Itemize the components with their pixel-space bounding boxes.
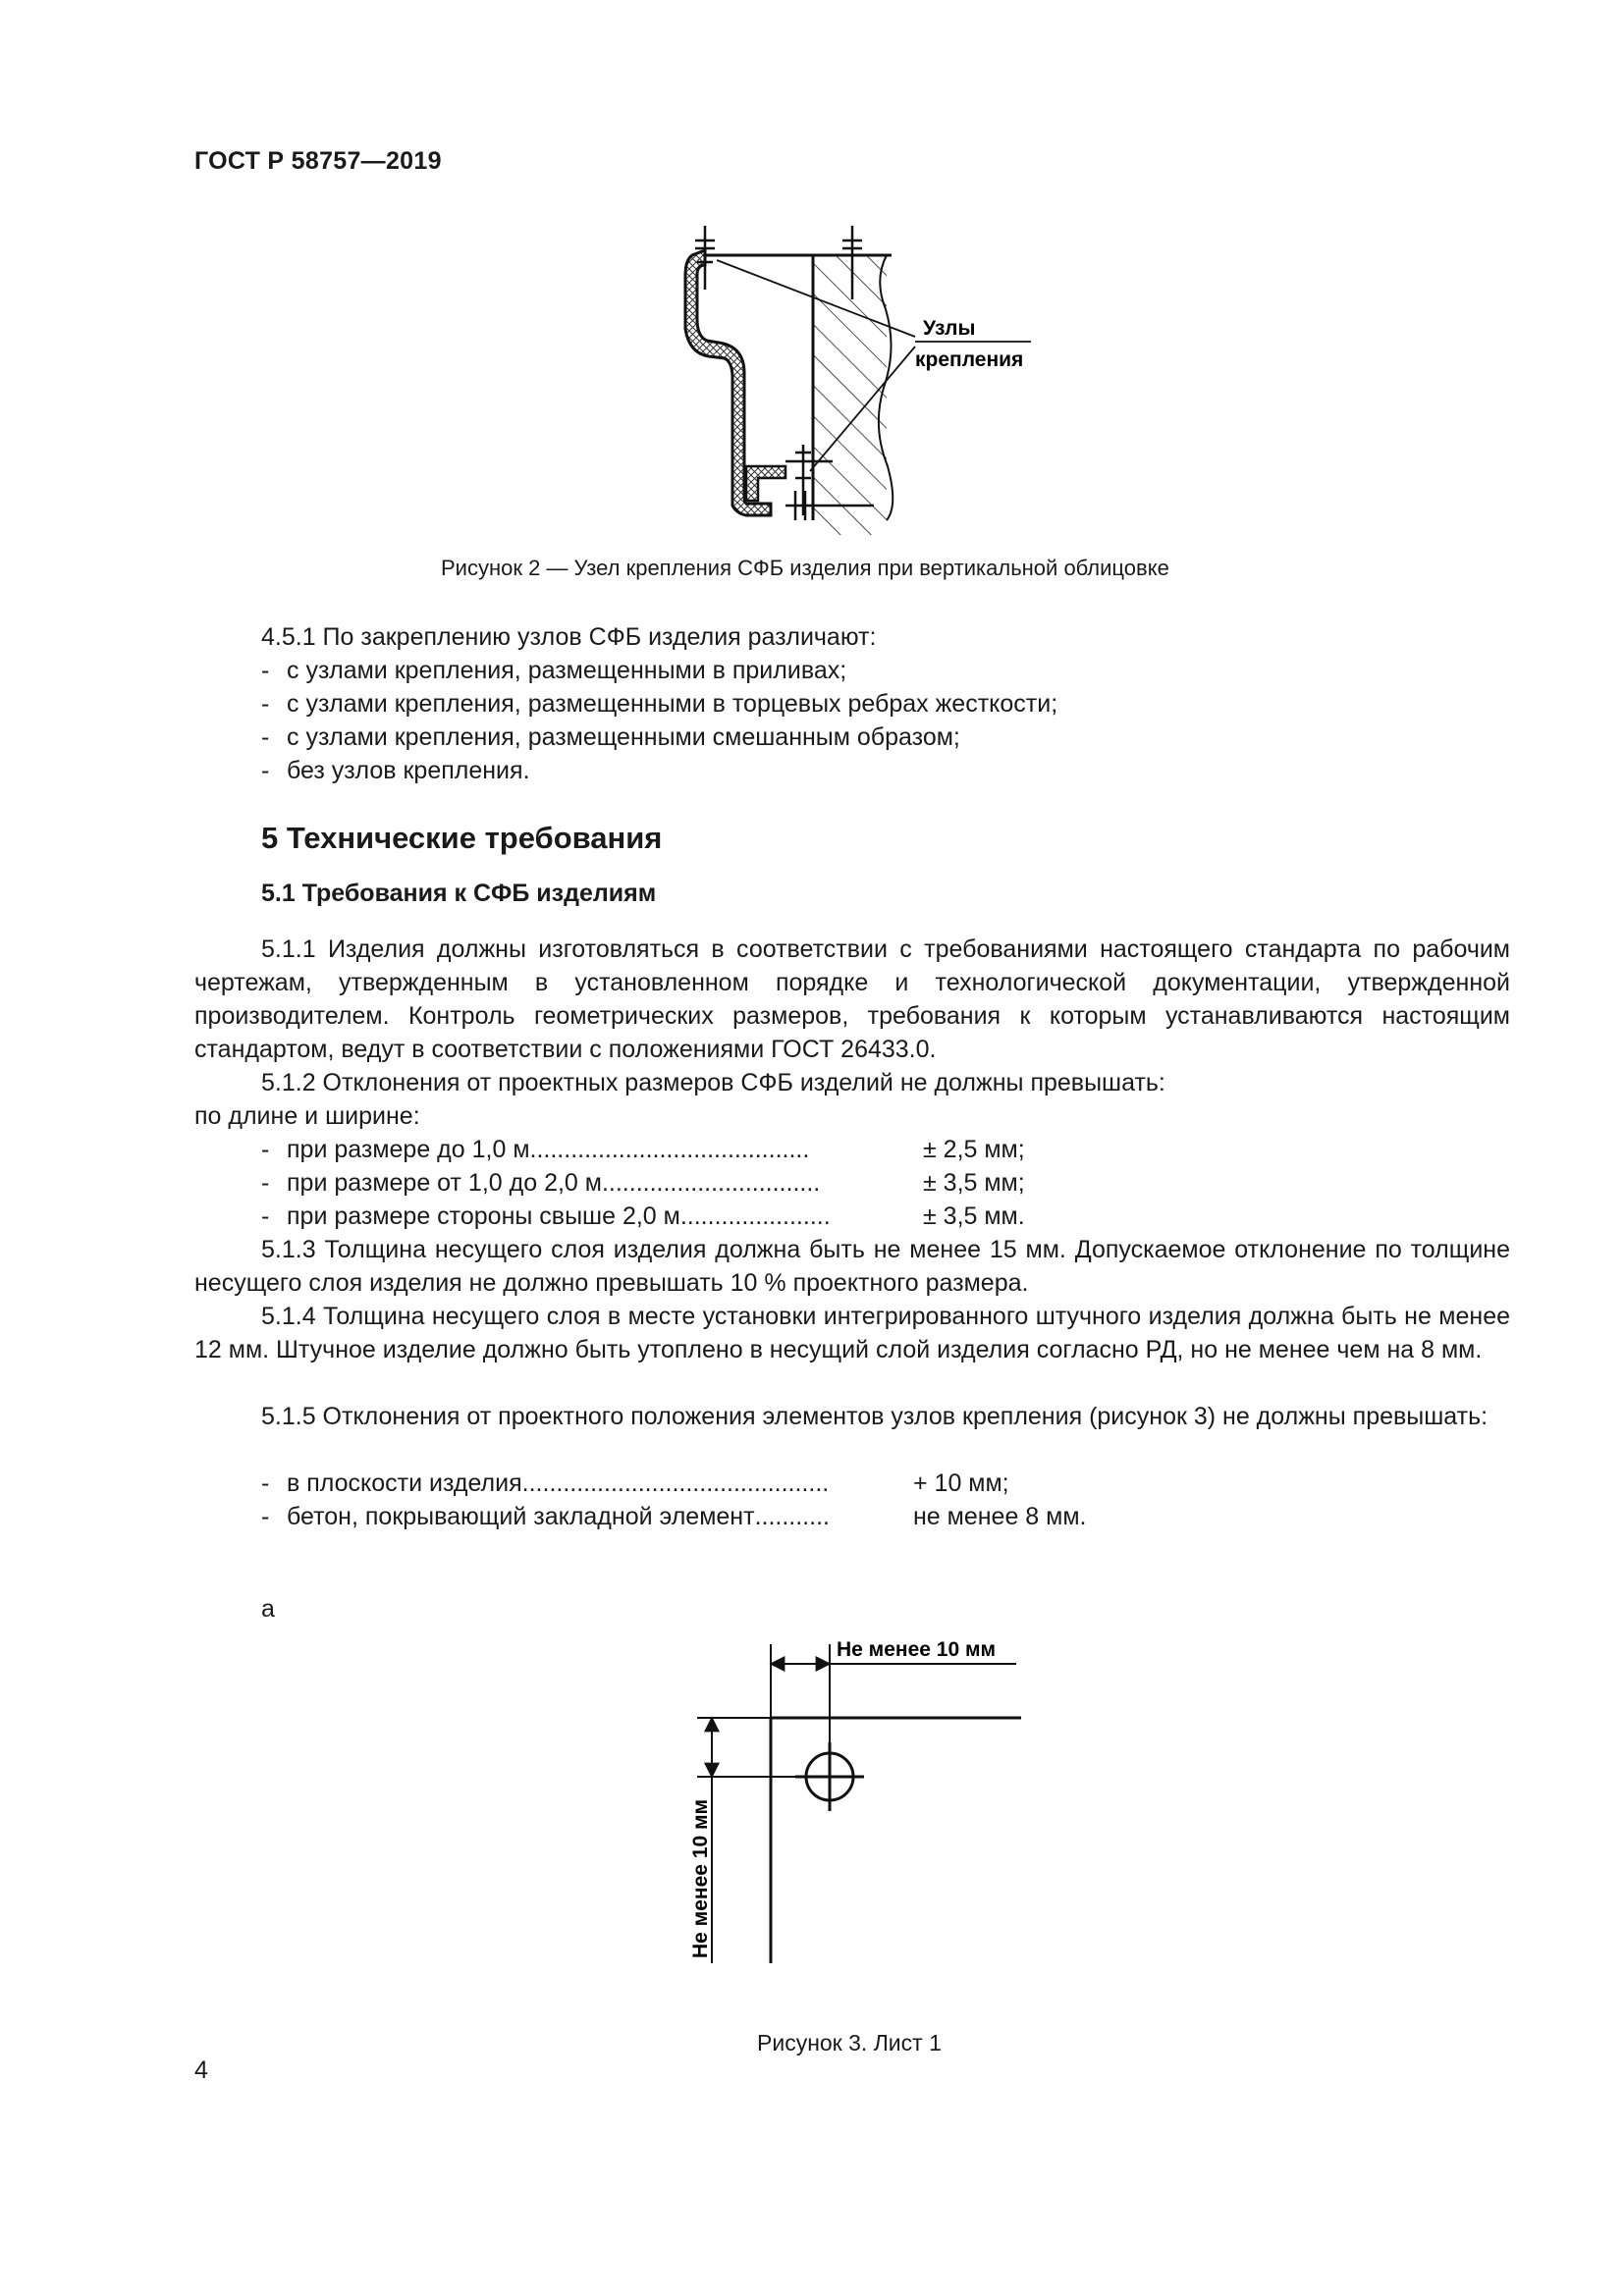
tolerance-row: - при размере стороны свыше 2,0 м...................... ± 3,5 мм. (261, 1202, 1025, 1230)
subsection-heading: 5.1 Требования к СФБ изделиям (261, 880, 657, 907)
paragraph-5-1-5: 5.1.5 Отклонения от проектного положения элементов узлов крепления (рисунок 3) не должны превышать: (261, 1403, 1489, 1430)
paragraph-5-1-1: 5.1.1 Изделия должны изготовляться в соответствии с требованиями настоящего стандарта по рабочим чертежам, утвержденным в установленном порядке и технологической документации, утвержденной производителем. Контроль геометрических размеров, требования к которым устанавливаются настоящим стандартом, ведут в соответствии с положениями ГОСТ 26433.0. (194, 935, 1510, 1063)
figure-3-label: а (261, 1595, 275, 1623)
paragraph-5-1-3: 5.1.3 Толщина несущего слоя изделия должна быть не менее 15 мм. Допускаемое отклонение по толщине несущего слоя изделия не должно превышать 10 % проектного размера. (194, 1236, 1510, 1297)
page-number: 4 (194, 2056, 208, 2084)
anchor-circle (795, 1742, 864, 1811)
standard-code: ГОСТ Р 58757—2019 (194, 147, 442, 175)
tolerance-row: - бетон, покрывающий закладной элемент........... не менее 8 мм. (261, 1503, 1087, 1530)
paragraph-5-1-2-sub: по длине и ширине: (194, 1102, 420, 1130)
corner-edges (771, 1718, 1021, 1963)
paragraph-5-1-2: 5.1.2 Отклонения от проектных размеров СФБ изделий не должны превышать: (261, 1069, 1165, 1096)
callout-label-line2: крепления (915, 348, 1024, 371)
figure-3-caption: Рисунок 3. Лист 1 (757, 2030, 942, 2056)
section-heading: 5 Технические требования (261, 821, 663, 855)
list-item: - с узлами крепления, размещенными смешанным образом; (261, 723, 960, 751)
list-item: - с узлами крепления, размещенными в торцевых ребрах жесткости; (261, 690, 1058, 718)
figure-3-drawing (677, 1625, 1051, 1978)
callout-label-line1: Узлы (923, 317, 976, 340)
tolerance-row: - при размере до 1,0 м......................................... ± 2,5 мм; (261, 1136, 1025, 1163)
tolerance-row: - при размере от 1,0 до 2,0 м................................ ± 3,5 мм; (261, 1169, 1025, 1197)
list-item: - без узлов крепления. (261, 757, 530, 784)
section-4-5-1-intro: 4.5.1 По закреплению узлов СФБ изделия различают: (261, 623, 877, 651)
tolerance-row: - в плоскости изделия............................................. + 10 мм; (261, 1469, 1009, 1497)
bottom-hook (746, 466, 785, 501)
list-item: - с узлами крепления, размещенными в приливах; (261, 657, 847, 684)
dim-label-vertical: Не менее 10 мм (689, 1798, 712, 1958)
figure-2-caption: Рисунок 2 — Узел крепления СФБ изделия при вертикальной облицовке (441, 556, 1169, 580)
dim-label-horizontal: Не менее 10 мм (837, 1638, 997, 1661)
paragraph-5-1-4: 5.1.4 Толщина несущего слоя в месте установки интегрированного штучного изделия должна быть не менее 12 мм. Штучное изделие должно быть утоплено в несущий слой изделия согласно РД, но не менее чем на 8 мм. (194, 1303, 1510, 1363)
figure-2-drawing (648, 221, 1100, 535)
